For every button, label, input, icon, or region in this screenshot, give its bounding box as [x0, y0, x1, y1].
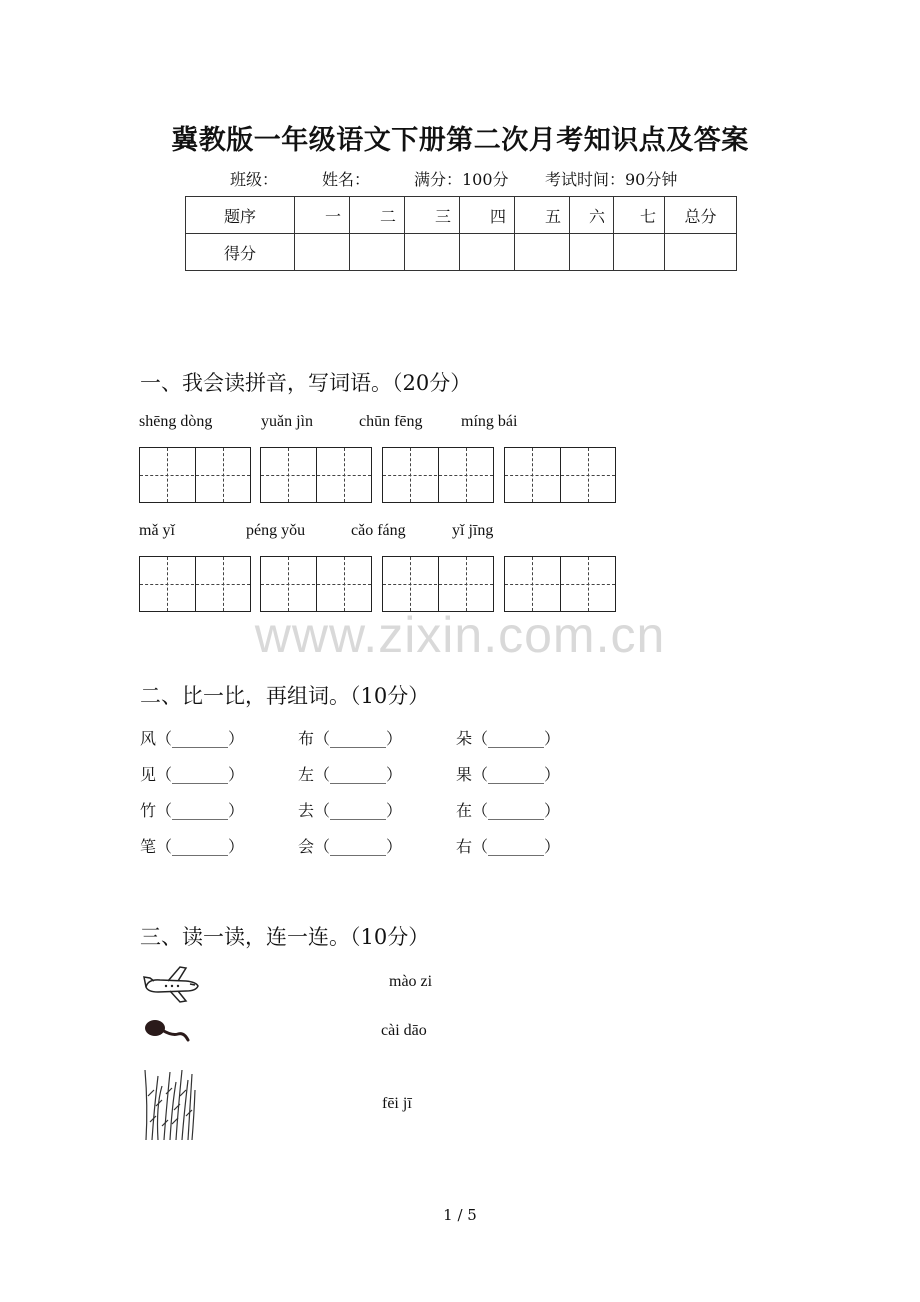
class-label: 班级：: [230, 170, 279, 189]
pinyin-label: cǎo fáng: [351, 522, 406, 539]
match-pinyin[interactable]: fēi jī: [382, 1095, 412, 1112]
writing-grid[interactable]: [260, 447, 372, 503]
pinyin-label: mǎ yǐ: [139, 522, 175, 539]
score-table-row-header: 得分: [186, 234, 295, 271]
writing-grid[interactable]: [139, 556, 251, 612]
word-blank[interactable]: 朵（_______）: [456, 729, 561, 748]
score-cell[interactable]: [405, 234, 460, 271]
airplane-icon[interactable]: [142, 963, 202, 1005]
match-pinyin[interactable]: mào zi: [389, 973, 433, 990]
score-table-col: 二: [350, 197, 405, 234]
score-cell[interactable]: [350, 234, 405, 271]
score-table-col-total: 总分: [665, 197, 737, 234]
exam-time: 考试时间：90分钟: [545, 170, 678, 189]
match-pinyin[interactable]: cài dāo: [381, 1022, 427, 1039]
score-table-header-row: [186, 197, 737, 234]
pinyin-label: shēng dòng: [139, 413, 213, 430]
word-blank[interactable]: 风（_______）: [140, 729, 245, 748]
watermark: www.zixin.com.cn: [254, 607, 666, 663]
score-cell[interactable]: [460, 234, 515, 271]
word-blank[interactable]: 左（_______）: [298, 765, 403, 784]
word-blank[interactable]: 去（_______）: [298, 801, 403, 820]
page-title: 冀教版一年级语文下册第二次月考知识点及答案: [171, 125, 749, 156]
score-table: [185, 196, 737, 271]
section3-title: 三、读一读，连一连。（10分）: [140, 925, 430, 949]
score-table-row-header: 题序: [186, 197, 295, 234]
score-table-col: 一: [295, 197, 350, 234]
word-blank[interactable]: 布（_______）: [298, 729, 403, 748]
writing-grid[interactable]: [382, 556, 494, 612]
word-blank[interactable]: 右（_______）: [456, 837, 561, 856]
score-cell[interactable]: [570, 234, 614, 271]
word-blank[interactable]: 果（_______）: [456, 765, 561, 784]
pinyin-label: míng bái: [461, 413, 518, 430]
section2-title: 二、比一比，再组词。（10分）: [140, 684, 430, 708]
word-blank[interactable]: 会（_______）: [298, 837, 403, 856]
word-blank[interactable]: 见（_______）: [140, 765, 245, 784]
pinyin-label: péng yǒu: [246, 522, 306, 539]
word-blank[interactable]: 在（_______）: [456, 801, 561, 820]
score-cell[interactable]: [665, 234, 737, 271]
pinyin-label: yǐ jīng: [452, 522, 494, 539]
name-label: 姓名：: [322, 170, 371, 189]
score-table-col: 六: [570, 197, 614, 234]
writing-grid[interactable]: [260, 556, 372, 612]
grass-icon[interactable]: [142, 1066, 196, 1142]
writing-grid[interactable]: [504, 556, 616, 612]
tadpole-icon[interactable]: [142, 1014, 192, 1048]
pinyin-label: chūn fēng: [359, 413, 423, 430]
score-cell[interactable]: [295, 234, 350, 271]
writing-grid[interactable]: [504, 447, 616, 503]
score-cell[interactable]: [614, 234, 665, 271]
score-cell[interactable]: [515, 234, 570, 271]
pinyin-label: yuǎn jìn: [261, 413, 313, 430]
word-blank[interactable]: 笔（_______）: [140, 837, 245, 856]
score-table-col: 七: [614, 197, 665, 234]
score-table-col: 四: [460, 197, 515, 234]
section1-title: 一、我会读拼音，写词语。（20分）: [140, 371, 472, 395]
writing-grid[interactable]: [382, 447, 494, 503]
word-blank[interactable]: 竹（_______）: [140, 801, 245, 820]
score-table-score-row: [186, 234, 737, 271]
page-number: 1 / 5: [443, 1206, 477, 1224]
score-table-col: 五: [515, 197, 570, 234]
score-table-col: 三: [405, 197, 460, 234]
full-score: 满分：100分: [414, 170, 509, 189]
writing-grid[interactable]: [139, 447, 251, 503]
